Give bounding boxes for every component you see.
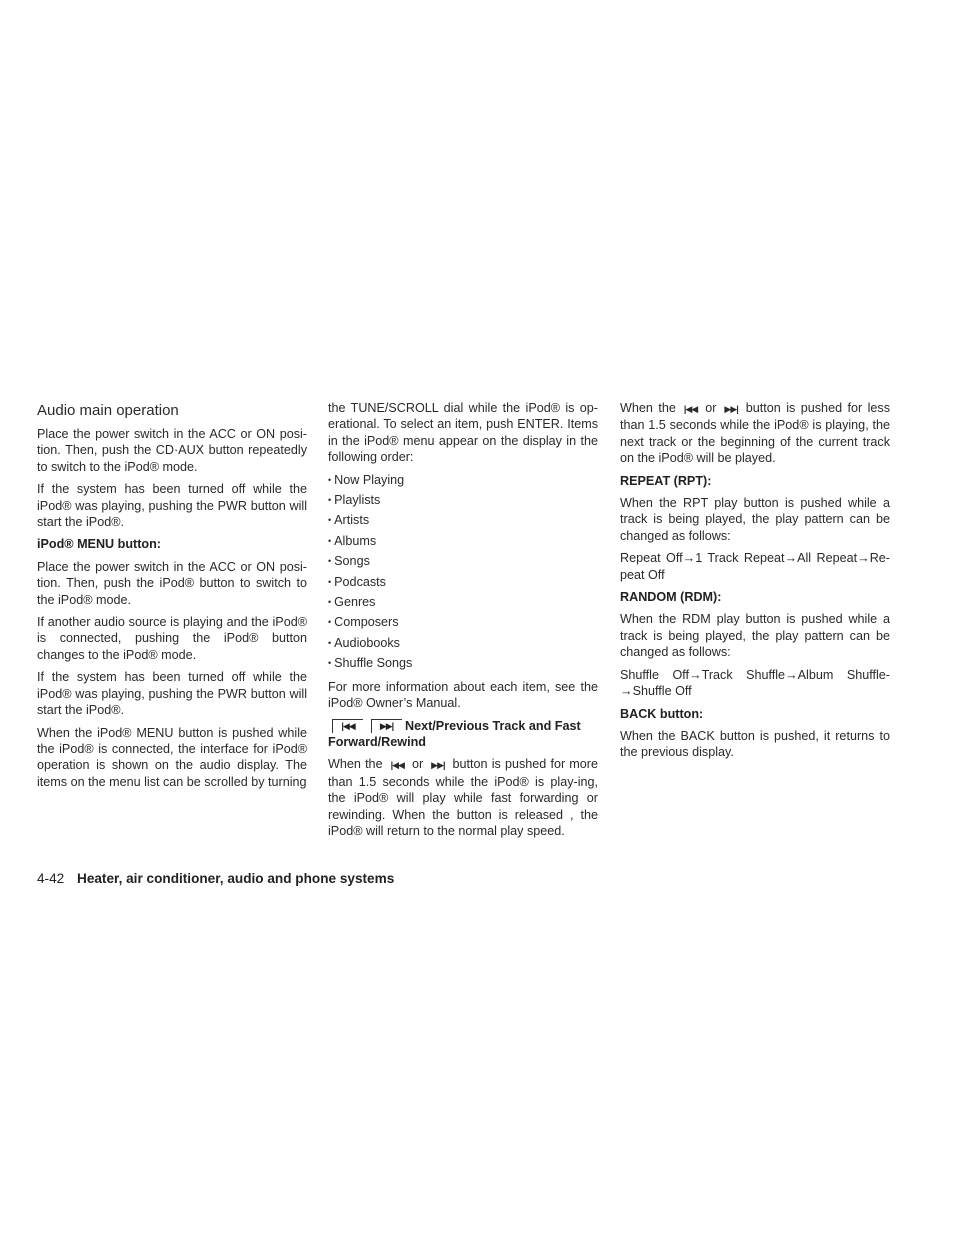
page-number: 4-42	[37, 871, 65, 886]
list-item: • Genres	[328, 594, 598, 611]
list-item: • Now Playing	[328, 472, 598, 489]
previous-track-icon: |◀◀	[390, 760, 404, 771]
list-item: • Albums	[328, 533, 598, 550]
list-item: • Shuffle Songs	[328, 655, 598, 672]
paragraph	[328, 756, 598, 839]
list-item: • Composers	[328, 614, 598, 631]
random-heading: RANDOM (RDM):	[620, 590, 722, 605]
paragraph: When the BACK button is pushed, it returns to the previous display.	[620, 728, 890, 760]
column-1	[37, 400, 307, 796]
list-item: • Podcasts	[328, 574, 598, 591]
paragraph: Repeat Off→1 Track Repeat→All Repeat→Re-peat Off	[620, 551, 890, 582]
paragraph: If the system has been turned off while the iPod® was playing, pushing the PWR button will start the iPod®.	[37, 482, 307, 530]
paragraph: When the RPT play button is pushed while a track is being played, the play pattern can be changed as follows:	[620, 496, 890, 543]
paragraph	[620, 400, 890, 467]
next-track-icon: ▶▶|	[371, 719, 402, 733]
list-item: • Playlists	[328, 492, 598, 509]
track-heading-text: Next/Previous Track and Fast Forward/Rewind	[328, 718, 581, 749]
previous-track-icon: |◀◀	[683, 404, 698, 414]
paragraph: the TUNE/SCROLL dial while the iPod® is op-erational. To select an item, push ENTER. Items in the iPod® menu appear on the display in the following order:	[328, 401, 598, 465]
paragraph: Shuffle Off→Track Shuffle→Album Shuffle-→Shuffle Off	[620, 667, 890, 699]
track-heading	[328, 718, 598, 751]
paragraph: For more information about each item, see the iPod® Owner’s Manual.	[328, 679, 598, 711]
repeat-heading: REPEAT (RPT):	[620, 473, 712, 488]
text-run: When the	[328, 757, 383, 772]
menu-button-heading: iPod® MENU button:	[37, 537, 161, 552]
list-item: • Artists	[328, 512, 598, 529]
back-button-heading: BACK button:	[620, 706, 704, 721]
next-track-icon: ▶▶|	[431, 760, 445, 771]
text-run: or	[705, 401, 717, 415]
section-heading: Audio main operation	[37, 402, 179, 419]
paragraph: If the system has been turned off while the iPod® was playing, pushing the PWR button will start the iPod®.	[37, 670, 307, 718]
paragraph: If another audio source is playing and the iPod® is connected, pushing the iPod® button changes to the iPod® mode.	[37, 615, 307, 662]
previous-track-icon: |◀◀	[332, 719, 363, 733]
column-3	[620, 400, 890, 767]
text-run: button is pushed for less than 1.5 seconds while the iPod® is playing, the next track or the beginning of the current track on the iPod® will be played.	[620, 401, 891, 466]
list-item: • Audiobooks	[328, 635, 598, 652]
text-run: or	[411, 757, 424, 772]
paragraph: Place the power switch in the ACC or ON posi-tion. Then, push the CD·AUX button repeatedly to switch to the iPod® mode.	[37, 427, 307, 474]
paragraph: Place the power switch in the ACC or ON posi-tion. Then, push the iPod® button to switch to the iPod® mode.	[37, 559, 307, 607]
column-2	[328, 400, 598, 845]
list-item: • Songs	[328, 553, 598, 570]
text-run: button is pushed for more than 1.5 seconds while the iPod® is play-ing, the iPod® will play while fast forwarding or rewinding. When the button is released , the iPod® will return to the normal play speed.	[328, 757, 599, 838]
paragraph: When the iPod® MENU button is pushed while the iPod® is connected, the interface for iPod® operation is shown on the audio display. The items on the menu list can be scrolled by turning	[37, 725, 307, 789]
chapter-title: Heater, air conditioner, audio and phone systems	[77, 871, 395, 886]
page-footer	[37, 871, 394, 886]
text-run: When the	[620, 401, 676, 415]
ipod-menu-list	[328, 472, 598, 673]
paragraph: When the RDM play button is pushed while a track is being played, the play pattern can be changed as follows:	[620, 612, 890, 660]
next-track-icon: ▶▶|	[724, 404, 738, 414]
